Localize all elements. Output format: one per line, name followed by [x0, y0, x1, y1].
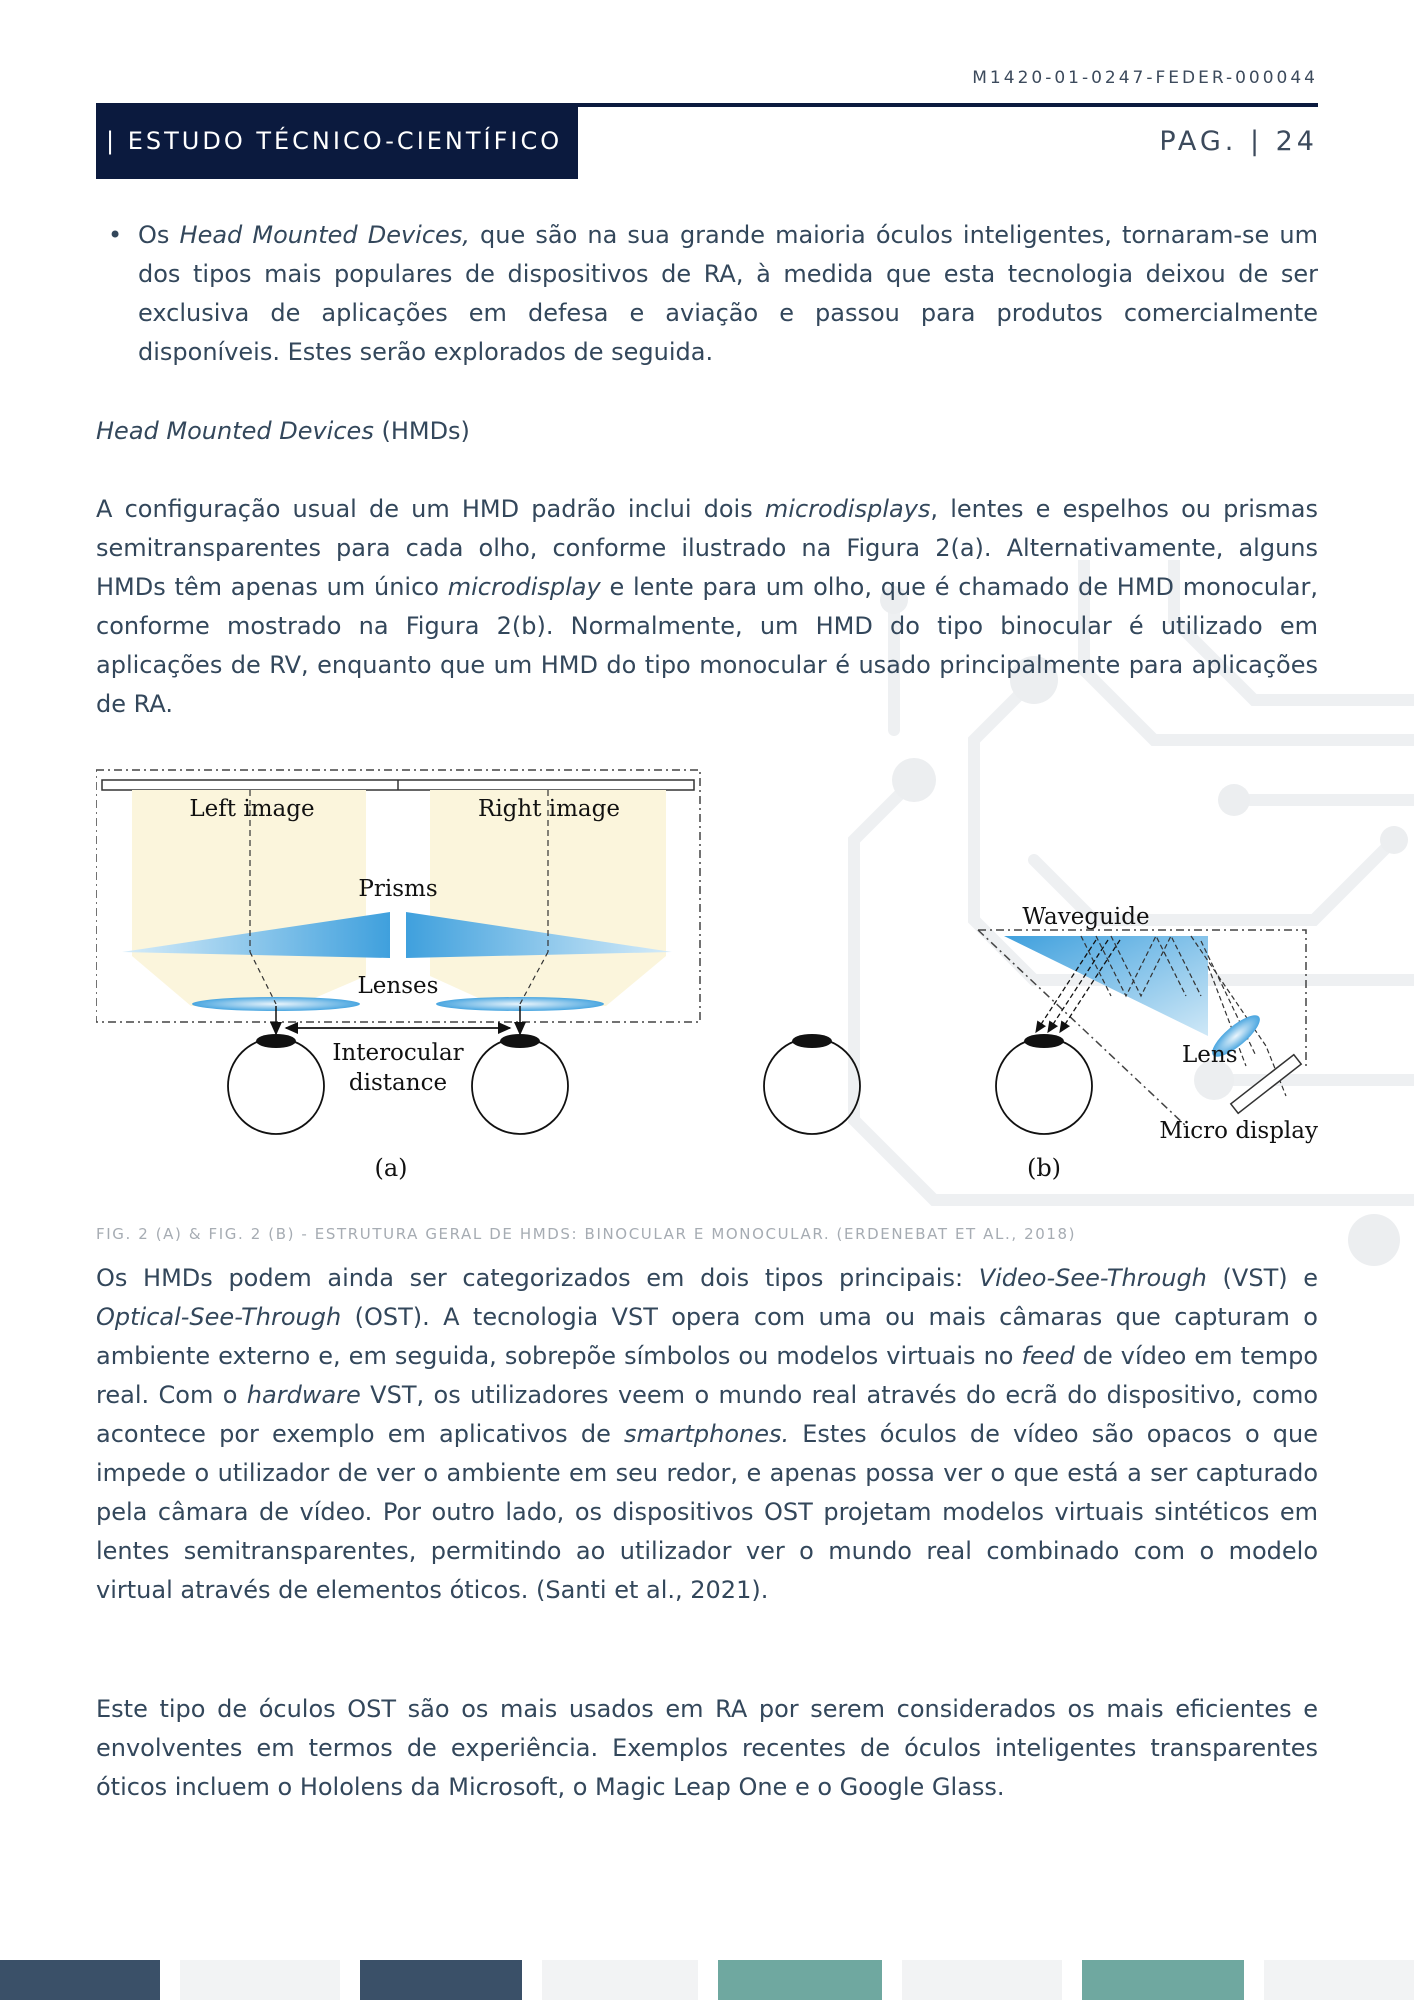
paragraph-text: VST, os utilizadores veem o mundo real através do ecrã do dispositivo, como acontece por exemplo em aplicativos de [96, 1381, 1319, 1448]
header-section-tab: | ESTUDO TÉCNICO-CIENTÍFICO [96, 103, 578, 179]
paragraph-text: (OST). A tecnologia VST opera com uma ou mais câmaras que capturam o ambiente externo e, em seguida, sobrepõe símbolos ou modelos virtuais no [96, 1303, 1318, 1370]
emphasis-text: hardware [246, 1381, 361, 1409]
footer-segment [1264, 1960, 1414, 2000]
waveguide-label: Waveguide [1022, 904, 1150, 930]
emphasis-text: feed [1021, 1342, 1075, 1370]
footer-segment [1082, 1960, 1244, 2000]
emphasis-text: microdisplay [447, 573, 601, 601]
monocular-diagram [764, 904, 1318, 1182]
section-heading [96, 412, 1318, 451]
footer-segment [360, 1960, 522, 2000]
bullet-prefix: Os [138, 221, 180, 249]
micro-display-label: Micro display [1159, 1118, 1318, 1144]
paragraph-text: Estes óculos de vídeo são opacos o que impede o utilizador de ver o ambiente em seu redor, e apenas possa ver o que está a ser capturado pela câmara de vídeo. Por outro lado, os dispositivos OST projetam modelos virtuais sintéticos em lentes semitransparentes, permitindo ao utilizador ver o mundo real combinado com o modelo virtual através de elementos óticos. (Santi et al., 2021). [96, 1420, 1318, 1604]
section-heading-text: (HMDs) [373, 417, 470, 445]
emphasis-text: smartphones. [624, 1420, 790, 1448]
footer-segment [180, 1960, 340, 2000]
paragraph-hmd-types [96, 1259, 1318, 1610]
paragraph-text: (VST) e [1206, 1264, 1319, 1292]
list-item [138, 216, 1318, 372]
hmd-structure-figure [96, 766, 1318, 1196]
emphasis-text: microdisplays [764, 495, 931, 523]
emphasis-text: Head Mounted Devices, [179, 221, 470, 249]
bullet-text: que são na sua grande maioria óculos inteligentes, tornaram-se um dos tipos mais populares de dispositivos de RA, à medida que esta tecnologia deixou de ser exclusiva de aplicações em defesa e aviação e passou para produtos comercialmente disponíveis. Estes serão explorados de seguida. [138, 221, 1318, 366]
figure-b-label: (b) [1026, 1154, 1062, 1182]
footer-segment [0, 1960, 160, 2000]
paragraph-ost-examples: Este tipo de óculos OST são os mais usados em RA por serem considerados os mais eficientes e envolventes em termos de experiência. Exemplos recentes de óculos inteligentes transparentes óticos incluem o Hololens da Microsoft, o Magic Leap One e o Google Glass. [96, 1695, 1318, 1801]
paragraph-text: e lente para um olho, que é chamado de HMD monocular, conforme mostrado na Figura 2(b). Normalmente, um HMD do tipo binocular é utilizado em aplicações de RV, enquanto que um HMD do tipo monocular é usado principalmente para aplicações de RA. [96, 573, 1319, 718]
footer-color-bar [0, 1960, 1414, 2000]
emphasis-text: Optical-See-Through [96, 1303, 342, 1331]
figure-caption: FIG. 2 (A) & FIG. 2 (B) - ESTRUTURA GERAL DE HMDS: BINOCULAR E MONOCULAR. (ERDENEBAT ET AL., 2018) [96, 1225, 1077, 1243]
distance-label: distance [348, 1070, 448, 1096]
footer-segment [542, 1960, 698, 2000]
paragraph-text: Os HMDs podem ainda ser categorizados em dois tipos principais: [96, 1264, 979, 1292]
interocular-label: Interocular [332, 1040, 464, 1066]
footer-segment [718, 1960, 882, 2000]
paragraph-text: de vídeo em tempo real. Com o [96, 1342, 1319, 1409]
paragraph-hmd-configuration [96, 490, 1318, 724]
paragraph-text: A configuração usual de um HMD padrão inclui dois [96, 495, 765, 523]
emphasis-text: Video-See-Through [978, 1264, 1207, 1292]
lenses-label: Lenses [357, 973, 439, 999]
document-code: M1420-01-0247-FEDER-000044 [972, 68, 1318, 88]
right-image-label: Right image [478, 796, 620, 822]
prisms-label: Prisms [358, 876, 438, 902]
binocular-diagram [96, 770, 700, 1182]
left-image-label: Left image [189, 796, 315, 822]
lens-label: Lens [1182, 1042, 1238, 1068]
footer-segment [902, 1960, 1062, 2000]
paragraph-text: , lentes e espelhos ou prismas semitransparentes para cada olho, conforme ilustrado na Figura 2(a). Alternativamente, alguns HMDs têm apenas um único [96, 495, 1318, 601]
page-number: PAG. | 24 [1159, 126, 1318, 157]
figure-a-label: (a) [374, 1154, 408, 1182]
section-heading-em: Head Mounted Devices [96, 417, 374, 445]
intro-bullet-list [96, 216, 1318, 372]
